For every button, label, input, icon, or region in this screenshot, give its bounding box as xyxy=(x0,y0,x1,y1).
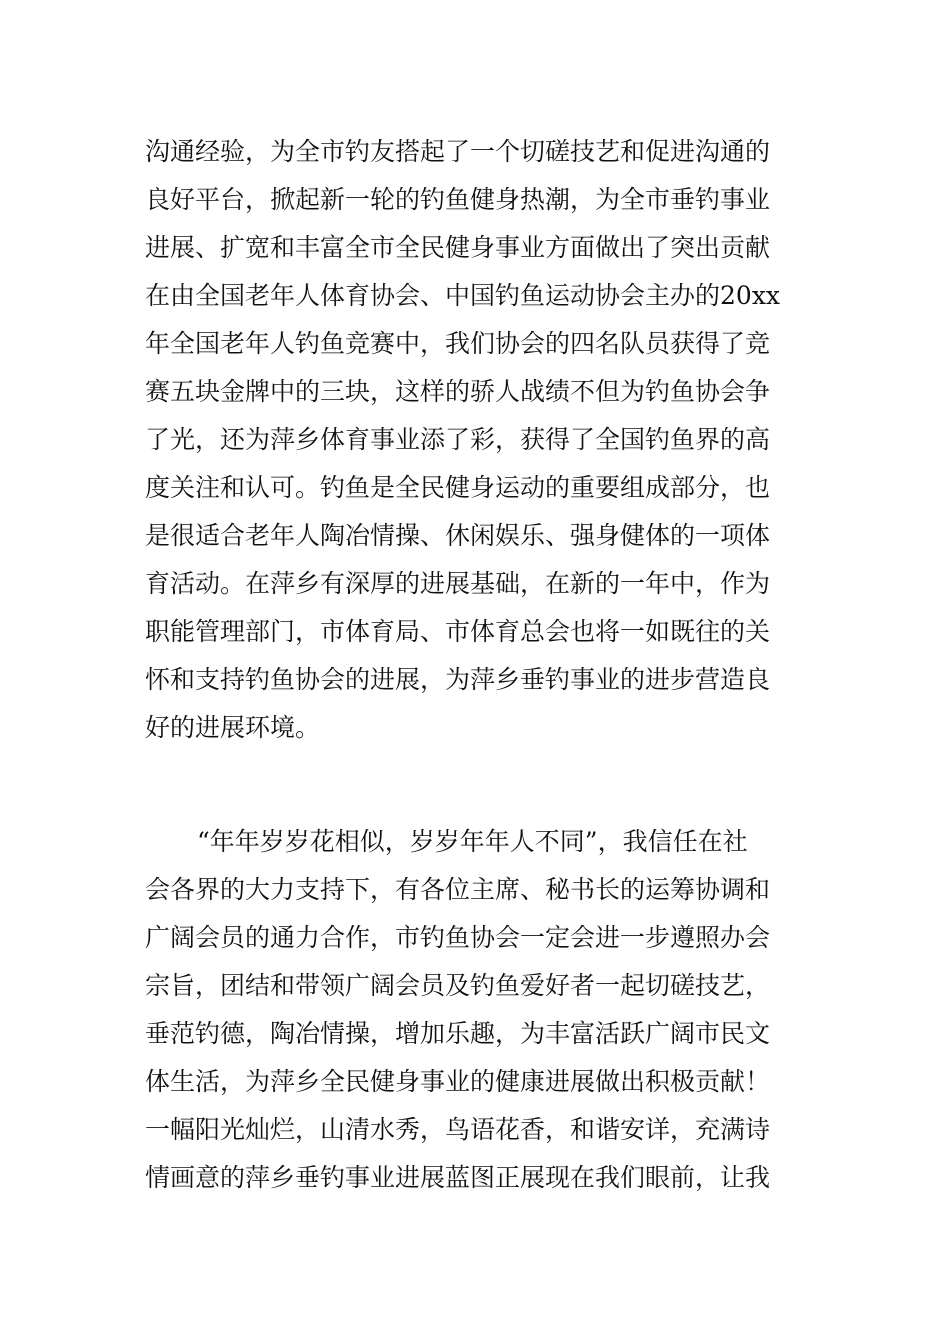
paragraph-1-line-8: 度关注和认可。钓鱼是全民健身运动的重要组成部分，也 xyxy=(145,473,771,502)
paragraph-1-line-2: 良好平台，掀起新一轮的钓鱼健身热潮，为全市垂钓事业 xyxy=(145,185,771,214)
paragraph-2-line-5: 垂范钓德，陶冶情操，增加乐趣，为丰富活跃广阔市民文 xyxy=(145,1019,771,1048)
paragraph-1-line-12: 怀和支持钓鱼协会的进展，为萍乡垂钓事业的进步营造良 xyxy=(145,665,771,694)
paragraph-1-line-7: 了光，还为萍乡体育事业添了彩，获得了全国钓鱼界的高 xyxy=(145,425,771,454)
paragraph-2-line-6: 体生活，为萍乡全民健身事业的健康进展做出积极贡献！ xyxy=(145,1067,771,1096)
paragraph-1-line-5: 年全国老年人钓鱼竞赛中，我们协会的四名队员获得了竞 xyxy=(145,329,771,358)
paragraph-2-line-1: “年年岁岁花相似，岁岁年年人不同”，我信任在社 xyxy=(197,827,748,856)
paragraph-2-line-4: 宗旨，团结和带领广阔会员及钓鱼爱好者一起切磋技艺， xyxy=(145,971,771,1000)
paragraph-1-line-11: 职能管理部门，市体育局、市体育总会也将一如既往的关 xyxy=(145,617,771,646)
paragraph-2-line-7: 一幅阳光灿烂，山清水秀，鸟语花香，和谐安详，充满诗 xyxy=(145,1115,771,1144)
paragraph-1-line-1: 沟通经验，为全市钓友搭起了一个切磋技艺和促进沟通的 xyxy=(145,137,771,166)
paragraph-2-line-3: 广阔会员的通力合作，市钓鱼协会一定会进一步遵照办会 xyxy=(145,923,771,952)
paragraph-2-line-2: 会各界的大力支持下，有各位主席、秘书长的运筹协调和 xyxy=(145,875,771,904)
paragraph-1-line-13: 好的进展环境。 xyxy=(145,713,321,742)
paragraph-1-line-9: 是很适合老年人陶冶情操、休闲娱乐、强身健体的一项体 xyxy=(145,521,771,550)
paragraph-1-line-4: 在由全国老年人体育协会、中国钓鱼运动协会主办的20xx xyxy=(145,281,781,310)
paragraph-1-line-3: 进展、扩宽和丰富全市全民健身事业方面做出了突出贡献 xyxy=(145,233,771,262)
paragraph-1-line-10: 育活动。在萍乡有深厚的进展基础，在新的一年中，作为 xyxy=(145,569,771,598)
paragraph-1-line-6: 赛五块金牌中的三块，这样的骄人战绩不但为钓鱼协会争 xyxy=(145,377,771,406)
paragraph-2-line-8: 情画意的萍乡垂钓事业进展蓝图正展现在我们眼前，让我 xyxy=(145,1163,771,1192)
